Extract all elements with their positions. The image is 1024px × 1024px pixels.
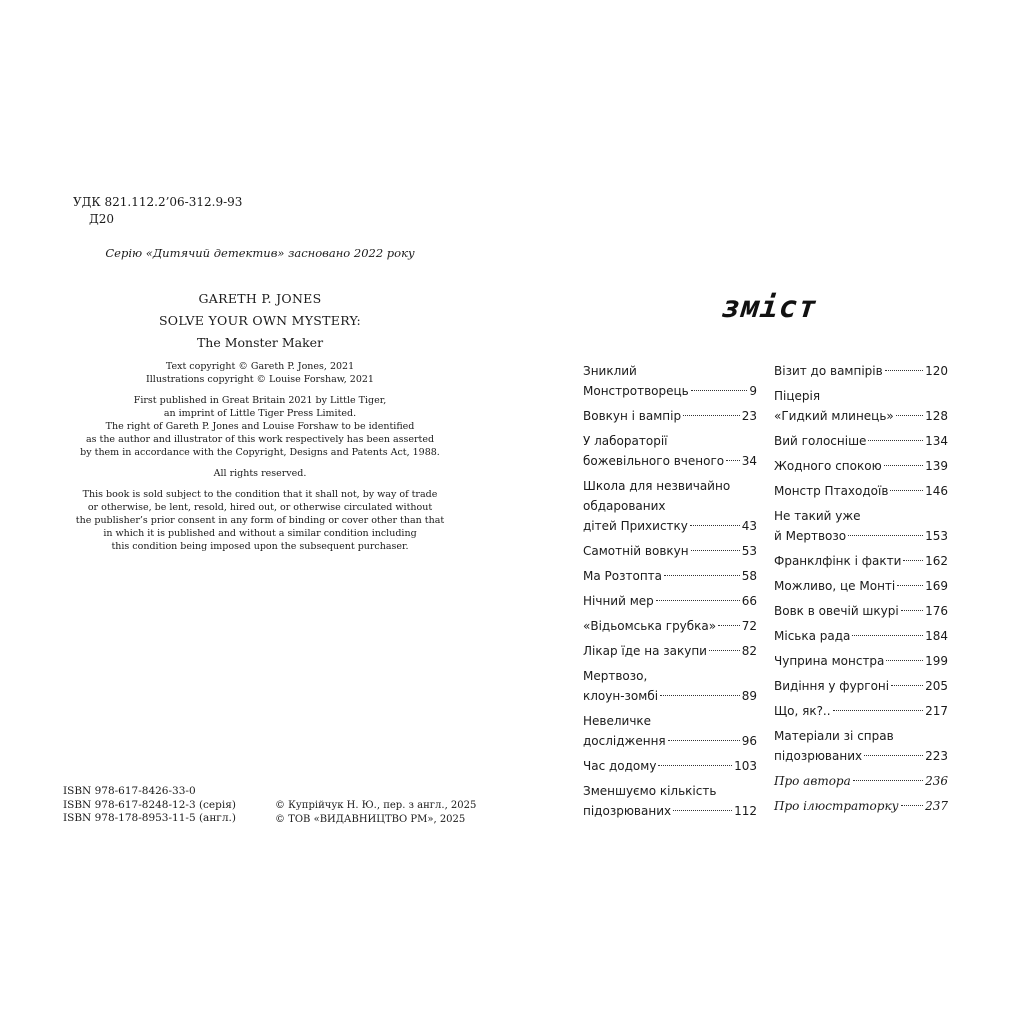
toc-entry — [774, 601, 948, 621]
toc-entry — [774, 551, 948, 571]
toc-entry — [583, 566, 757, 586]
toc-entry-line — [583, 591, 757, 611]
toc-entry-line — [583, 406, 757, 426]
toc-entry-title: «Гидкий млинець» — [774, 409, 894, 423]
toc-entry-title: Що, як?.. — [774, 704, 831, 718]
contents-column-2 — [774, 361, 948, 821]
toc-entry-line — [583, 381, 757, 401]
toc-entry-title-line: Школа для незвичайно — [583, 479, 731, 493]
toc-entry-line — [774, 456, 948, 476]
toc-entry-line — [774, 481, 948, 501]
dot-leader — [896, 415, 923, 416]
translation-copyright-line: © Купрійчук Н. Ю., пер. з англ., 2025 — [275, 800, 477, 811]
toc-entry-title: «Відьомська грубка» — [583, 619, 717, 633]
dot-leader — [885, 370, 923, 371]
dot-leader — [897, 585, 923, 586]
toc-page-number: 162 — [925, 554, 948, 568]
toc-entry — [774, 626, 948, 646]
toc-entry-line — [774, 551, 948, 571]
toc-entry-line — [774, 701, 948, 721]
publication-info — [60, 394, 460, 459]
toc-page-number: 205 — [925, 679, 948, 693]
series-title: SOLVE YOUR OWN MYSTERY: — [158, 313, 362, 328]
toc-entry-line — [774, 771, 948, 791]
toc-page-number: 146 — [925, 484, 948, 498]
toc-entry — [583, 781, 757, 821]
toc-entry-title-line: Зниклий — [583, 364, 637, 378]
toc-entry — [774, 771, 948, 791]
toc-entry-title: Монстр Птаходоїв — [774, 484, 889, 498]
toc-entry-title-line: Не такий уже — [774, 509, 861, 523]
toc-entry-title: Самотній вовкун — [583, 544, 689, 558]
toc-page-number: 223 — [925, 749, 948, 763]
condition-line: the publisher’s prior consent in any form of binding or cover other than that — [75, 515, 445, 526]
bbk-code: Д20 — [89, 212, 115, 226]
copyright-line: Text copyright © Gareth P. Jones, 2021 — [165, 361, 355, 372]
publication-line: First published in Great Britain 2021 by Little Tiger, — [133, 395, 387, 406]
toc-entry — [583, 406, 757, 426]
contents-column-1 — [583, 361, 757, 826]
toc-entry — [583, 641, 757, 661]
toc-page-number: 184 — [925, 629, 948, 643]
toc-entry-title: Про ілюстраторку — [774, 799, 899, 813]
toc-entry-line — [774, 626, 948, 646]
toc-entry-line — [774, 431, 948, 451]
toc-entry — [583, 541, 757, 561]
toc-entry-title: божевільного вченого — [583, 454, 725, 468]
toc-entry-title: Візит до вампірів — [774, 364, 883, 378]
toc-entry-line — [583, 451, 757, 471]
translation-copyright-line: © ТОВ «ВИДАВНИЦТВО РМ», 2025 — [275, 813, 466, 825]
dot-leader — [691, 550, 740, 551]
toc-entry-title: Можливо, це Монті — [774, 579, 896, 593]
toc-entry — [774, 431, 948, 451]
toc-page-number: 169 — [925, 579, 948, 593]
toc-page-number: 34 — [741, 454, 757, 468]
toc-page-number: 82 — [741, 644, 757, 658]
toc-entry-line — [774, 676, 948, 696]
dot-leader — [864, 755, 923, 756]
dot-leader — [718, 625, 740, 626]
toc-entry-title-line: обдарованих — [583, 499, 666, 513]
dot-leader — [852, 635, 923, 636]
toc-page-number: 199 — [925, 654, 948, 668]
toc-entry-title: Ма Розтопта — [583, 569, 663, 583]
toc-entry-title-line: У лабораторії — [583, 434, 668, 448]
dot-leader — [884, 465, 923, 466]
dot-leader — [709, 650, 740, 651]
toc-entry-line — [774, 651, 948, 671]
dot-leader — [901, 610, 923, 611]
toc-entry-title: Вовк в овечій шкурі — [774, 604, 899, 618]
dot-leader — [833, 710, 924, 711]
toc-page-number: 9 — [749, 384, 757, 398]
toc-entry-title: Франклфінк і факти — [774, 554, 902, 568]
toc-page-number: 217 — [925, 704, 948, 718]
toc-entry-line — [774, 746, 948, 766]
dot-leader — [853, 780, 923, 781]
toc-entry-title: Чуприна монстра — [774, 654, 885, 668]
toc-entry — [583, 591, 757, 611]
toc-entry-line — [583, 516, 757, 536]
toc-entry-title: Час додому — [583, 759, 657, 773]
toc-entry — [583, 361, 757, 401]
toc-entry — [774, 676, 948, 696]
toc-entry-line — [774, 361, 948, 381]
publication-line: an imprint of Little Tiger Press Limited. — [163, 408, 357, 419]
toc-page-number: 237 — [925, 799, 948, 813]
toc-page-number: 53 — [741, 544, 757, 558]
toc-entry-title: Жодного спокою — [774, 459, 882, 473]
condition-line: this condition being imposed upon the subsequent purchaser. — [111, 541, 409, 552]
toc-entry-title: Міська рада — [774, 629, 851, 643]
toc-entry-title: Вий голосніше — [774, 434, 867, 448]
toc-entry-title: клоун-зомбі — [583, 689, 659, 703]
dot-leader — [664, 575, 740, 576]
toc-entry — [774, 796, 948, 816]
isbn-line: ISBN 978-617-8426-33-0 — [63, 785, 196, 797]
dot-leader — [891, 685, 923, 686]
dot-leader — [868, 440, 923, 441]
dot-leader — [660, 695, 740, 696]
dot-leader — [901, 805, 924, 806]
sale-conditions — [60, 488, 460, 553]
toc-page-number: 23 — [741, 409, 757, 423]
toc-page-number: 134 — [925, 434, 948, 448]
toc-entry-line — [774, 796, 948, 816]
toc-entry — [774, 726, 948, 766]
isbn-line: ISBN 978-178-8953-11-5 (англ.) — [63, 812, 236, 824]
book-title: The Monster Maker — [196, 335, 324, 350]
toc-entry-title: Нічний мер — [583, 594, 654, 608]
dot-leader — [690, 525, 740, 526]
dot-leader — [890, 490, 923, 491]
toc-entry — [583, 616, 757, 636]
toc-entry-title-line: Зменшуємо кількість — [583, 784, 717, 798]
toc-entry-title: Лікар їде на закупи — [583, 644, 707, 658]
toc-entry — [774, 506, 948, 546]
toc-entry-line — [774, 576, 948, 596]
dot-leader — [726, 460, 740, 461]
toc-entry — [583, 431, 757, 471]
dot-leader — [903, 560, 923, 561]
toc-page-number: 112 — [734, 804, 757, 818]
original-copyright — [60, 360, 460, 386]
condition-line: or otherwise, be lent, resold, hired out, or otherwise circulated without — [87, 502, 433, 513]
toc-entry-line — [583, 641, 757, 661]
toc-entry-line — [583, 731, 757, 751]
imprint-block — [60, 288, 460, 561]
toc-page-number: 153 — [925, 529, 948, 543]
toc-page-number: 236 — [925, 774, 948, 788]
condition-line: in which it is published and without a similar condition including — [103, 528, 417, 539]
toc-entry-line — [774, 406, 948, 426]
dot-leader — [658, 765, 732, 766]
toc-entry — [774, 576, 948, 596]
toc-entry — [583, 756, 757, 776]
toc-page-number: 58 — [741, 569, 757, 583]
toc-entry-title: підозрюваних — [583, 804, 672, 818]
toc-entry-line — [583, 541, 757, 561]
toc-entry-title: дітей Прихистку — [583, 519, 688, 533]
toc-entry-title: підозрюваних — [774, 749, 863, 763]
toc-entry-line — [774, 601, 948, 621]
toc-entry-line — [583, 616, 757, 636]
dot-leader — [668, 740, 740, 741]
toc-entry — [774, 651, 948, 671]
toc-entry — [774, 481, 948, 501]
series-note: Серію «Дитячий детектив» засновано 2022 року — [105, 246, 415, 260]
condition-line: This book is sold subject to the condition that it shall not, by way of trade — [82, 489, 438, 500]
dot-leader — [848, 535, 923, 536]
toc-page-number: 128 — [925, 409, 948, 423]
toc-entry-title: Вовкун і вампір — [583, 409, 682, 423]
toc-entry — [583, 711, 757, 751]
toc-entry-title: Монстротворець — [583, 384, 689, 398]
contents-heading: зміст — [720, 290, 820, 325]
toc-entry — [774, 701, 948, 721]
toc-entry-line — [583, 801, 757, 821]
toc-page-number: 89 — [741, 689, 757, 703]
udk-code: УДК 821.112.2’06-312.9-93 — [73, 195, 243, 209]
copyright-line: Illustrations copyright © Louise Forshaw, 2021 — [146, 374, 374, 385]
toc-entry-line — [583, 756, 757, 776]
publication-line: by them in accordance with the Copyright, Designs and Patents Act, 1988. — [80, 447, 440, 458]
toc-page-number: 103 — [734, 759, 757, 773]
author-name: GARETH P. JONES — [198, 291, 322, 306]
translation-copyright — [275, 799, 476, 826]
toc-entry-line — [583, 686, 757, 706]
toc-page-number: 96 — [741, 734, 757, 748]
toc-entry-line — [583, 566, 757, 586]
dot-leader — [691, 390, 748, 391]
toc-entry-title: Видіння у фургоні — [774, 679, 890, 693]
toc-entry-title-line: Піцерія — [774, 389, 821, 403]
isbn-line: ISBN 978-617-8248-12-3 (серія) — [63, 798, 236, 811]
isbn-block — [63, 785, 236, 826]
toc-page-number: 43 — [741, 519, 757, 533]
contents-page — [512, 0, 1024, 1024]
toc-entry-title-line: Мертвозо, — [583, 669, 648, 683]
dot-leader — [886, 660, 923, 661]
toc-entry-title: дослідження — [583, 734, 666, 748]
toc-page-number: 176 — [925, 604, 948, 618]
toc-entry — [774, 456, 948, 476]
toc-entry — [583, 476, 757, 536]
dot-leader — [656, 600, 740, 601]
toc-page-number: 139 — [925, 459, 948, 473]
dot-leader — [683, 415, 740, 416]
toc-page-number: 66 — [741, 594, 757, 608]
toc-entry — [583, 666, 757, 706]
toc-page-number: 72 — [741, 619, 757, 633]
classification-codes — [73, 194, 242, 228]
toc-entry-title-line: Матеріали зі справ — [774, 729, 894, 743]
toc-entry-title-line: Невеличке — [583, 714, 652, 728]
toc-entry — [774, 361, 948, 381]
publication-line: as the author and illustrator of this work respectively has been asserted — [85, 434, 435, 445]
toc-entry-title: й Мертвозо — [774, 529, 847, 543]
publication-line: The right of Gareth P. Jones and Louise Forshaw to be identified — [105, 421, 415, 432]
rights-reserved: All rights reserved. — [213, 468, 307, 479]
dot-leader — [673, 810, 732, 811]
toc-entry-line — [774, 526, 948, 546]
toc-entry — [774, 386, 948, 426]
toc-page-number: 120 — [925, 364, 948, 378]
toc-entry-title: Про автора — [774, 774, 851, 788]
